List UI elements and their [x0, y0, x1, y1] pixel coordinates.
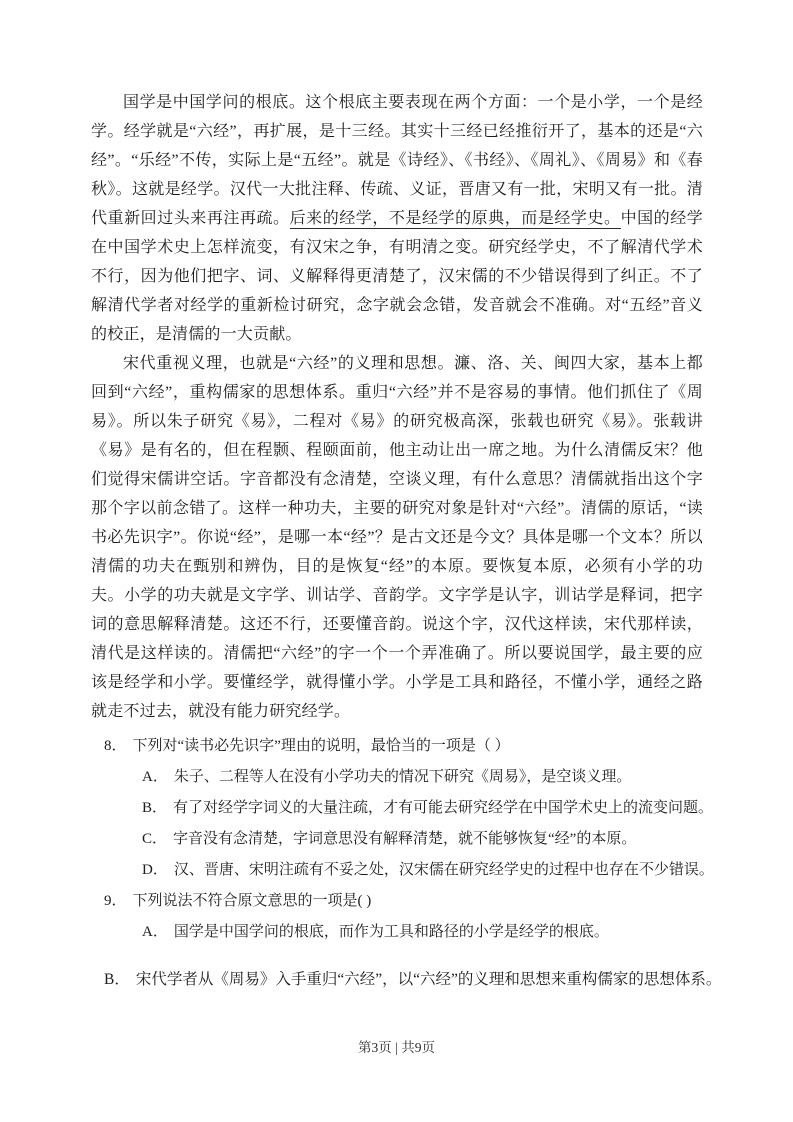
question-9-number: 9．	[104, 893, 127, 909]
passage-paragraph-2: 宋代重视义理，也就是“六经”的义理和思想。濂、洛、关、闽四大家，基本上都回到“六经”，重构儒家的思想体系。重归“六经”并不是容易的事情。他们抓住了《周易》。所以朱子研究《易》，二程对《易》的研究极高深，张载也研究《易》。张载讲《易》是有名的，但在程颢、程颐面前，他主动让出一席之地。为什么清儒反宋？他们觉得宋儒讲空话。字音都没有念清楚，空谈义理，有什么意思？清儒就指出这个字那个字以前念错了。这样一种功夫，主要的研究对象是针对“六经”。清儒的原话，“读书必先识字”。你说“经”，是哪一本“经”？是古文还是今文？具体是哪一个文本？所以清儒的功夫在甄别和辨伪，目的是恢复“经”的本原。要恢复本原，必须有小学的功夫。小学的功夫就是文字学、训诂学、音韵学。文字学是认字，训诂学是释词，把字词的意思解释清楚。这还不行，还要懂音韵。说这个字，汉代这样读，宋代那样读，清代是这样读的。清儒把“六经”的字一个一个弄准确了。所以要说国学，最主要的应该是经学和小学。要懂经学，就得懂小学。小学是工具和路径，不懂小学，通经之路就走不过去，就没有能力研究经学。	[91, 355, 703, 720]
question-9-option-b-detached	[91, 965, 722, 995]
question-8-option-c	[91, 824, 703, 855]
question-8-option-d	[91, 855, 714, 886]
page-footer	[0, 1036, 793, 1056]
passage-paragraph-1	[91, 88, 703, 349]
question-9-option-a-text: 国学是中国学问的根底，而作为工具和路径的小学是经学的根底。	[173, 924, 609, 940]
paragraph1-underlined-text: 后来的经学，不是经学的原典，而是经学史。	[289, 210, 621, 227]
question-8-number: 8．	[104, 738, 127, 754]
question-8-option-b	[91, 793, 714, 824]
question-8-option-d-text: 汉、晋唐、宋明注疏有不妥之处，汉宋儒在研究经学史的过程中也存在不少错误。	[173, 862, 714, 878]
paragraph1-text-before-underline: 国学是中国学问的根底。这个根底主要表现在两个方面：一个是小学，一个是经学。经学就是“六经”，再扩展，是十三经。其实十三经已经推衍开了，基本的还是“六经”。“乐经”不传，实际上是“五经”。就是《诗经》、《书经》、《周礼》、《周易》和《春秋》。这就是经学。汉代一大批注释、传疏、义证，晋唐又有一批，宋明又有一批。清代重新回过头来再注再疏。	[91, 94, 703, 227]
question-8-option-b-label: B．	[142, 800, 168, 816]
question-9-stem: 下列说法不符合原文意思的一项是( )	[132, 893, 372, 909]
question-8-option-c-text: 字音没有念清楚，字词意思没有解释清楚，就不能够恢复“经”的本原。	[173, 831, 637, 847]
paragraph1-text-after-underline: 中国的经学在中国学术史上怎样流变，有汉宋之争，有明清之变。研究经学史，不了解清代学术不行，因为他们把字、词、义解释得更清楚了，汉宋儒的不少错误得到了纠正。不了解清代学者对经学的重新检讨研究，念字就会念错，发音就会不准确。对“五经”音义的校正，是清儒的一大贡献。	[91, 210, 703, 343]
question-9-stem-line	[91, 886, 703, 917]
questions-section	[91, 731, 722, 995]
question-8-option-d-label: D．	[142, 862, 168, 878]
question-8-stem-line	[91, 731, 703, 762]
question-9-option-b-text: 宋代学者从《周易》入手重归“六经”，以“六经”的义理和思想来重构儒家的思想体系。	[135, 971, 722, 988]
question-8-option-c-label: C．	[142, 831, 168, 847]
question-8-stem: 下列对“读书必先识字”理由的说明，最恰当的一项是（ ）	[132, 738, 510, 754]
reading-passage	[91, 88, 703, 726]
question-8-option-b-text: 有了对经学字词义的大量注疏，才有可能去研究经学在中国学术史上的流变问题。	[173, 800, 714, 816]
page-number-indicator: 第3页 | 共9页	[358, 1040, 435, 1055]
question-9-option-b-label: B．	[104, 971, 130, 988]
question-8-option-a-text: 朱子、二程等人在没有小学功夫的情况下研究《周易》，是空谈义理。	[173, 769, 632, 785]
question-9-option-a-label: A．	[142, 924, 168, 940]
question-9-option-a	[91, 917, 703, 948]
question-8-option-a	[91, 762, 703, 793]
question-8-option-a-label: A．	[142, 769, 168, 785]
